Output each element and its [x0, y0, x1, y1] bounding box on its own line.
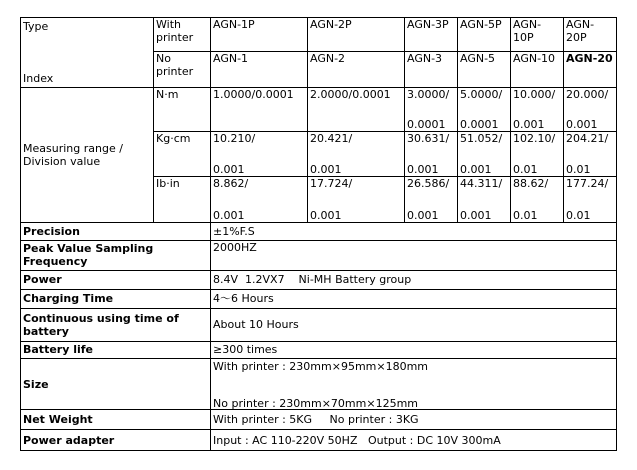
spec-value: Input : AC 110-220V 50HZ Output : DC 10V 300mA [211, 430, 617, 451]
size-no-printer: No printer : 230mm×70mm×125mm [213, 397, 419, 410]
spec-label: Net Weight [21, 410, 211, 430]
index-label: Index [23, 72, 54, 86]
range-value: 3.0000/ 0.0001 [405, 88, 458, 132]
unit-label: Ib·in [154, 177, 211, 223]
spec-table [20, 17, 617, 451]
model-no-printer: AGN-20 [564, 51, 617, 88]
spec-value [211, 359, 617, 410]
measuring-range-label: Measuring range / Division value [21, 88, 154, 223]
unit-label: N·m [154, 88, 211, 132]
type-label: Type [23, 20, 49, 33]
range-value: 5.0000/ 0.0001 [458, 88, 511, 132]
spec-label: Power [21, 271, 211, 289]
model-with-printer: AGN-1P [211, 18, 308, 52]
model-no-printer: AGN-3 [405, 51, 458, 88]
spec-row-precision [21, 223, 617, 240]
model-with-printer: AGN-2P [308, 18, 405, 52]
model-with-printer: AGN-20P [564, 18, 617, 52]
spec-value: About 10 Hours [211, 308, 617, 341]
spec-row-power-adapter [21, 430, 617, 451]
model-no-printer: AGN-5 [458, 51, 511, 88]
model-no-printer: AGN-2 [308, 51, 405, 88]
range-value: 20.421/ 0.001 [308, 132, 405, 177]
range-value: 1.0000/0.0001 [211, 88, 308, 132]
spec-value: ≥300 times [211, 341, 617, 358]
model-no-printer: AGN-1 [211, 51, 308, 88]
range-value: 44.311/ 0.001 [458, 177, 511, 223]
range-value: 17.724/ 0.001 [308, 177, 405, 223]
unit-label: Kg·cm [154, 132, 211, 177]
spec-label: Charging Time [21, 289, 211, 308]
range-value: 177.24/ 0.01 [564, 177, 617, 223]
with-printer-label: With printer [154, 18, 211, 52]
spec-label: Power adapter [21, 430, 211, 451]
range-value: 2.0000/0.0001 [308, 88, 405, 132]
spec-row-power [21, 271, 617, 289]
range-value: 26.586/ 0.001 [405, 177, 458, 223]
spec-value: With printer : 5KG No printer : 3KG [211, 410, 617, 430]
no-printer-label: No printer [154, 51, 211, 88]
header-row-with-printer [21, 18, 617, 52]
model-with-printer: AGN-10P [511, 18, 564, 52]
spec-value: 2000HZ [211, 240, 617, 271]
spec-row-charging [21, 289, 617, 308]
spec-row-net-weight [21, 410, 617, 430]
type-index-header [21, 18, 154, 88]
range-value: 102.10/ 0.01 [511, 132, 564, 177]
range-value: 204.21/ 0.01 [564, 132, 617, 177]
spec-value: 8.4V 1.2VX7 Ni-MH Battery group [211, 271, 617, 289]
model-with-printer: AGN-3P [405, 18, 458, 52]
range-value: 10.000/ 0.001 [511, 88, 564, 132]
range-value: 8.862/ 0.001 [211, 177, 308, 223]
range-value: 88.62/ 0.01 [511, 177, 564, 223]
spec-label: Precision [21, 223, 211, 240]
spec-row-battery-life [21, 341, 617, 358]
spec-value: ±1%F.S [211, 223, 617, 240]
size-with-printer: With printer : 230mm×95mm×180mm [213, 360, 429, 373]
spec-label: Battery life [21, 341, 211, 358]
range-value: 30.631/ 0.001 [405, 132, 458, 177]
spec-label: Size [21, 359, 211, 410]
spec-label: Continuous using time of battery [21, 308, 211, 341]
spec-label: Peak Value Sampling Frequency [21, 240, 211, 271]
spec-row-sampling [21, 240, 617, 271]
range-value: 51.052/ 0.001 [458, 132, 511, 177]
spec-row-continuous [21, 308, 617, 341]
range-value: 20.000/ 0.001 [564, 88, 617, 132]
spec-value: 4～6 Hours [211, 289, 617, 308]
range-value: 10.210/ 0.001 [211, 132, 308, 177]
measuring-row-nm [21, 88, 617, 132]
spec-row-size [21, 359, 617, 410]
model-with-printer: AGN-5P [458, 18, 511, 52]
model-no-printer: AGN-10 [511, 51, 564, 88]
